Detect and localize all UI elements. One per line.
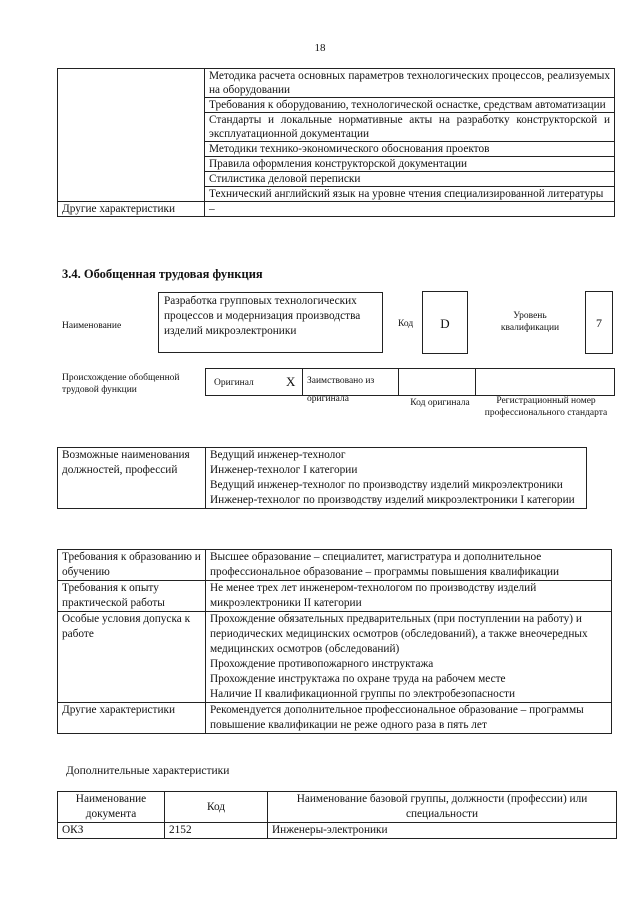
knowledge-table [57,68,615,217]
level-value-box: 7 [585,291,613,354]
header-group: Наименование базовой группы, должности (профессии) или специальности [268,792,617,823]
reg-number-cell [475,368,615,396]
admission-label: Особые условия допуска к работе [58,612,206,703]
position-item: Ведущий инженер-технолог [210,449,346,461]
admission-line: Прохождение обязательных предварительных (при поступлении на работу) и периодических медицинских осмотров (обследований), а также внеочередных медицинских осмотров (обследований) [210,613,588,655]
other-label: Другие характеристики [58,703,206,734]
code-original-caption: Код оригинала [410,398,470,408]
other-characteristics-value: – [205,202,615,217]
additional-title: Дополнительные характеристики [66,765,230,777]
row-group: Инженеры-электроники [268,823,617,839]
section-heading: 3.4. Обобщенная трудовая функция [62,267,263,281]
function-name-box: Разработка групповых технологических процессов и модернизация производства изделий микроэлектроники [158,292,383,353]
position-item: Инженер-технолог I категории [210,464,358,476]
experience-value: Не менее трех лет инженером-технологом по производству изделий микроэлектроники II категории [206,581,612,612]
page-number: 18 [314,42,326,54]
other-value: Рекомендуется дополнительное профессиональное образование – программы повышение квалификации не реже одного раза в пять лет [206,703,612,734]
knowledge-item: Методика расчета основных параметров технологических процессов, реализуемых на оборудовании [205,69,615,98]
origin-label: Происхождение обобщенной трудовой функции [62,373,180,395]
additional-table [57,791,617,839]
header-document: Наименование документа [58,792,165,823]
row-code: 2152 [165,823,268,839]
experience-label: Требования к опыту практической работы [58,581,206,612]
borrowed-label: Заимствовано из оригинала [307,376,375,404]
education-value: Высшее образование – специалитет, магистратура и дополнительное профессиональное образование – программы повышения квалификации [206,550,612,581]
name-label: Наименование [62,321,122,331]
knowledge-label-cell [58,69,205,202]
code-label: Код [398,319,414,329]
knowledge-item: Правила оформления конструкторской документации [205,157,615,172]
code-original-cell [398,368,476,396]
knowledge-item: Стилистика деловой переписки [205,172,615,187]
original-cell [205,368,303,396]
position-item: Инженер-технолог по производству изделий микроэлектроники I категории [210,494,575,506]
knowledge-item: Методики технико-экономического обоснования проектов [205,142,615,157]
knowledge-item: Требования к оборудованию, технологической оснастке, средствам автоматизации [205,98,615,113]
other-characteristics-label: Другие характеристики [58,202,205,217]
original-label: Оригинал [214,378,254,388]
admission-line: Прохождение инструктажа по охране труда на рабочем месте [210,673,506,685]
borrowed-cell [302,368,399,404]
knowledge-item: Технический английский язык на уровне чтения специализированной литературы [205,187,615,202]
level-label: Уровень квалификации [500,311,560,333]
education-label: Требования к образованию и обучению [58,550,206,581]
positions-label: Возможные наименования должностей, профессий [58,448,206,509]
position-item: Ведущий инженер-технолог по производству изделий микроэлектроники [210,479,563,491]
reg-number-caption: Регистрационный номер профессионального стандарта [484,396,608,418]
header-code: Код [165,792,268,823]
code-value-box: D [422,291,468,354]
admission-line: Наличие II квалификационной группы по электробезопасности [210,688,516,700]
admission-line: Прохождение противопожарного инструктажа [210,658,434,670]
requirements-table [57,549,612,734]
positions-list [206,448,587,509]
row-document: ОКЗ [58,823,165,839]
original-mark: X [286,374,296,389]
admission-value [206,612,612,703]
knowledge-item: Стандарты и локальные нормативные акты на разработку конструкторской и эксплуатационной документации [205,113,615,142]
positions-table [57,447,587,509]
